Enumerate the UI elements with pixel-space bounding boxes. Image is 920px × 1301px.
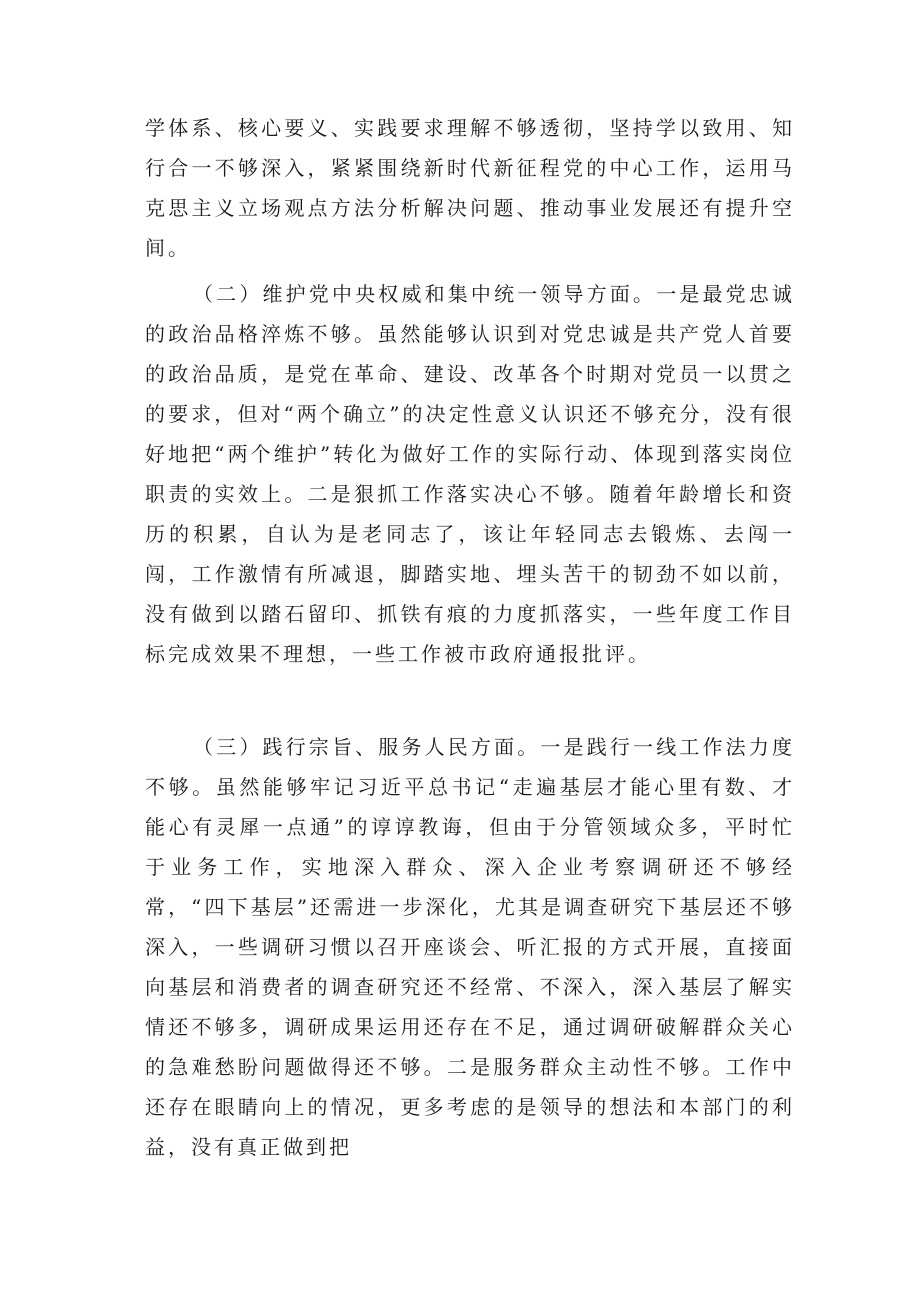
paragraph-2: （二）维护党中央权威和集中统一领导方面。一是最党忠诚的政治品格淬炼不够。虽然能够认识到对党忠诚是共产党人首要的政治品质，是党在革命、建设、改革各个时期对党员一以贯之的要求，但对“两个确立”的决定性意义认识还不够充分，没有很好地把“两个维护”转化为做好工作的实际行动、体现到落实岗位职责的实效上。二是狠抓工作落实决心不够。随着年龄增长和资历的积累，自认为是老同志了，该让年轻同志去锻炼、去闯一闯，工作激情有所减退，脚踏实地、埋头苦干的韧劲不如以前，没有做到以踏石留印、抓铁有痕的力度抓落实，一些年度工作目标完成效果不理想，一些工作被市政府通报批评。 [145,282,795,666]
paragraph-3: （三）践行宗旨、服务人民方面。一是践行一线工作法力度不够。虽然能够牢记习近平总书记“走遍基层才能心里有数、才能心有灵犀一点通”的谆谆教诲，但由于分管领域众多，平时忙于业务工作，实地深入群众、深入企业考察调研还不够经常，“四下基层”还需进一步深化，尤其是调查研究下基层还不够深入，一些调研习惯以召开座谈会、听汇报的方式开展，直接面向基层和消费者的调查研究还不经常、不深入，深入基层了解实情还不够多，调研成果运用还存在不足，通过调研破解群众关心的急难愁盼问题做得还不够。二是服务群众主动性不够。工作中还存在眼睛向上的情况，更多考虑的是领导的想法和本部门的利益，没有真正做到把 [145,735,795,1159]
paragraph-1: 学体系、核心要义、实践要求理解不够透彻，坚持学以致用、知行合一不够深入，紧紧围绕新时代新征程党的中心工作，运用马克思主义立场观点方法分析解决问题、推动事业发展还有提升空间。 [145,116,795,260]
